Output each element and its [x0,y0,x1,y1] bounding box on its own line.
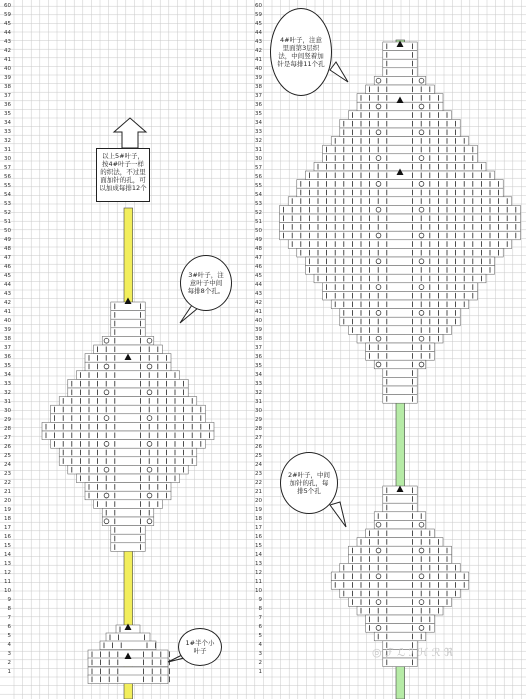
row-label: 37 [4,93,11,99]
row-label: 30 [255,156,262,162]
leaf-row [383,369,417,378]
row-label: 40 [4,66,11,72]
row-label: 10 [255,588,262,594]
row-label: 39 [4,75,11,81]
leaf-row [42,431,214,440]
row-label: 43 [4,291,11,297]
row-label: 57 [4,165,11,171]
leaf-row [280,223,521,232]
row-label: 30 [255,408,262,414]
leaf-row [323,283,478,292]
leaf-row [88,667,168,676]
row-label: 33 [4,129,11,135]
up-arrow-icon [114,118,146,148]
row-label: 42 [255,300,262,306]
row-label: 44 [255,282,262,288]
leaf-2 [331,486,469,667]
yarn-over-hole [147,467,152,472]
leaf-row [366,343,435,352]
row-label: 39 [255,75,262,81]
yarn-over-hole [419,156,424,161]
row-label: 29 [4,417,11,423]
row-label: 45 [255,21,262,27]
row-label: 23 [255,471,262,477]
leaf-row [59,457,197,466]
yarn-over-hole [419,600,424,605]
row-label: 12 [4,570,11,576]
row-label: 13 [4,561,11,567]
leaf-row [51,440,206,449]
leaf-row [111,526,145,535]
yarn-over-hole [376,259,381,264]
row-label: 31 [255,147,262,153]
leaf-row [51,405,206,414]
yarn-over-hole [104,338,109,343]
row-label: 1 [7,669,11,675]
leaf-row [59,448,197,457]
leaf-row [348,326,451,335]
leaf-row [305,266,494,275]
yarn-over-hole [376,104,381,109]
row-label: 34 [4,120,11,126]
note-leaf4: 4#叶子，注意里面第3层织法，中间竖着加针是每排11个孔 [270,8,332,96]
row-label: 60 [255,3,262,9]
row-label: 34 [255,372,262,378]
yarn-over-hole [147,493,152,498]
leaf-row [100,641,156,650]
row-label: 57 [255,165,262,171]
row-label: 27 [255,435,262,441]
row-label: 39 [255,327,262,333]
row-label: 24 [4,462,11,468]
leaf-row [111,311,145,320]
leaf-row [51,414,206,423]
row-label: 28 [4,426,11,432]
row-label: 6 [7,624,11,630]
yarn-over-hole [376,574,381,579]
leaf-row [111,328,145,337]
yarn-over-hole [376,336,381,341]
leaf-row [323,154,478,163]
yarn-over-hole [376,233,381,238]
row-label: 34 [255,120,262,126]
leaf-row [280,205,521,214]
yarn-over-hole [419,574,424,579]
row-label: 42 [255,48,262,54]
row-label: 11 [255,579,262,585]
leaf-row [76,474,179,483]
yarn-over-hole [419,626,424,631]
leaf-row [76,371,179,380]
leaf-row [366,615,435,624]
row-label: 32 [255,390,262,396]
leaf-row [68,379,188,388]
yarn-over-hole [419,311,424,316]
yarn-over-hole [419,207,424,212]
row-label: 12 [255,570,262,576]
yarn-over-hole [376,130,381,135]
row-label: 9 [7,597,11,603]
row-label: 43 [255,39,262,45]
row-label: 16 [255,534,262,540]
leaf-row [340,589,460,598]
row-label: 14 [4,552,11,558]
row-label: 4 [7,642,11,648]
row-label: 50 [4,228,11,234]
leaf-row [383,395,417,404]
row-label: 50 [255,228,262,234]
leaf-row [59,397,197,406]
row-label: 36 [4,354,11,360]
row-label: 45 [255,273,262,279]
yarn-over-hole [419,182,424,187]
row-label: 26 [255,444,262,450]
row-label: 18 [255,516,262,522]
row-label: 36 [255,102,262,108]
row-label: 51 [4,219,11,225]
yarn-over-hole [104,416,109,421]
row-label: 34 [4,372,11,378]
yarn-over-hole [419,78,424,83]
leaf-row [340,119,460,128]
row-label: 35 [255,363,262,369]
leaf-row [348,111,451,120]
row-label: 7 [258,615,262,621]
leaf-row [348,555,451,564]
row-label: 16 [4,534,11,540]
leaf-row [68,465,188,474]
leaf-row [374,632,426,641]
leaf-row [280,231,521,240]
row-label: 9 [258,597,262,603]
row-label: 36 [255,354,262,360]
leaf-row [340,309,460,318]
yarn-over-hole [104,364,109,369]
leaf-row [383,377,417,386]
row-label: 37 [255,93,262,99]
yarn-over-hole [147,416,152,421]
leaf-row [366,85,435,94]
yarn-over-hole [376,626,381,631]
leaf-row [280,214,521,223]
row-label: 33 [4,381,11,387]
row-label: 42 [4,48,11,54]
row-label: 46 [255,264,262,270]
yarn-over-hole [376,311,381,316]
yarn-over-hole [419,362,424,367]
row-label: 32 [4,390,11,396]
leaf-row [111,534,145,543]
yarn-over-hole [104,493,109,498]
yarn-over-hole [376,78,381,83]
row-label: 22 [4,480,11,486]
note-top-box: 以上5#叶子，按4#叶子一样的织法，不过里面加针的孔，可以加成每排12个 [96,148,150,202]
row-label: 45 [4,21,11,27]
row-label: 14 [255,552,262,558]
watermark: ◎ ℱ ℒ ℐ ℋ ℛ ℜ [372,646,453,659]
leaf-row [366,529,435,538]
row-label: 44 [4,282,11,288]
row-label: 22 [255,480,262,486]
yarn-over-hole [104,442,109,447]
row-label: 36 [4,102,11,108]
leaf-row [383,68,417,77]
row-label: 23 [4,471,11,477]
row-label: 29 [255,417,262,423]
row-label: 3 [258,651,262,657]
leaf-row [94,345,163,354]
leaf-row [88,658,168,667]
row-label: 33 [255,381,262,387]
row-label: 40 [255,318,262,324]
yarn-over-hole [104,519,109,524]
row-label: 10 [4,588,11,594]
leaf-row [383,51,417,60]
leaf-row [374,520,426,529]
leaf-row [305,257,494,266]
leaf-row [366,352,435,361]
row-label: 1 [258,669,262,675]
leaf-4 [280,42,521,403]
row-label: 46 [4,264,11,270]
note-leaf3: 3#叶子，注意叶子中间每排8个孔。 [180,255,232,311]
row-label: 35 [4,111,11,117]
row-label: 8 [258,606,262,612]
row-label: 44 [4,30,11,36]
row-label: 26 [4,444,11,450]
row-label: 39 [4,327,11,333]
leaf-row [288,240,512,249]
leaf-row [102,517,154,526]
row-label: 49 [255,237,262,243]
row-label: 30 [4,156,11,162]
leaf-row [94,500,163,509]
yarn-over-hole [419,259,424,264]
row-label: 19 [255,507,262,513]
leaf-row [102,508,154,517]
row-label: 38 [4,336,11,342]
yarn-over-hole [147,390,152,395]
yarn-over-hole [419,233,424,238]
leaf-row [331,581,469,590]
row-label: 59 [4,12,11,18]
row-label: 17 [4,525,11,531]
leaf-row [340,128,460,137]
yarn-over-hole [419,522,424,527]
leaf-row [42,422,214,431]
yarn-over-hole [376,207,381,212]
row-label: 56 [255,174,262,180]
row-label: 28 [255,426,262,432]
note-leaf1: 1#半个小叶子 [178,628,222,666]
stitch-marks [42,41,520,684]
row-label: 20 [255,498,262,504]
row-label: 59 [255,12,262,18]
row-label: 43 [255,291,262,297]
note-leaf2: 2#叶子，中间加针的孔，每排5个孔 [280,452,338,514]
leaf-row [297,248,503,257]
leaf-row [297,188,503,197]
row-label: 48 [255,246,262,252]
yarn-over-hole [376,182,381,187]
row-label: 53 [255,201,262,207]
leaf-row [383,386,417,395]
row-label: 41 [255,309,262,315]
row-label: 33 [255,129,262,135]
leaf-row [331,137,469,146]
leaf-row [111,543,145,552]
row-label: 5 [258,633,262,639]
leaf-row [297,180,503,189]
row-label: 37 [255,345,262,351]
leaf-row [340,317,460,326]
yarn-over-hole [147,338,152,343]
row-label: 47 [255,255,262,261]
leaf-row [68,388,188,397]
row-label: 47 [4,255,11,261]
row-label: 54 [4,192,11,198]
row-label: 2 [7,660,11,666]
row-label: 7 [7,615,11,621]
leaf-row [383,503,417,512]
leaf-row [340,563,460,572]
yarn-over-hole [376,362,381,367]
row-label: 25 [255,453,262,459]
row-label: 54 [255,192,262,198]
row-label: 32 [4,138,11,144]
row-label: 3 [7,651,11,657]
row-label: 5 [7,633,11,639]
row-label: 19 [4,507,11,513]
bubble-tail-leaf4 [330,62,348,82]
row-label: 56 [4,174,11,180]
yarn-over-hole [419,285,424,290]
row-label: 21 [4,489,11,495]
leaf-row [331,300,469,309]
leaf-row [348,546,451,555]
yarn-over-hole [104,390,109,395]
row-label: 15 [255,543,262,549]
yarn-over-hole [147,442,152,447]
leaf-row [323,291,478,300]
row-label: 31 [4,147,11,153]
row-label: 25 [4,453,11,459]
row-label: 60 [4,3,11,9]
row-label: 52 [255,210,262,216]
yarn-over-hole [147,519,152,524]
row-label: 35 [255,111,262,117]
leaf-row [383,59,417,68]
row-label: 51 [255,219,262,225]
row-label: 2 [258,660,262,666]
row-label: 4 [258,642,262,648]
leaf-3 [42,302,214,551]
row-label: 41 [4,57,11,63]
row-label: 11 [4,579,11,585]
row-label: 52 [4,210,11,216]
leaf-row [374,512,426,521]
leaf-row [374,76,426,85]
yarn-over-hole [419,104,424,109]
row-label: 13 [255,561,262,567]
leaf-row [323,145,478,154]
row-label: 18 [4,516,11,522]
leaf-row [106,633,150,642]
row-label: 37 [4,345,11,351]
leaf-row [88,675,168,684]
row-label: 55 [4,183,11,189]
row-label: 6 [258,624,262,630]
yarn-over-hole [376,600,381,605]
row-label: 48 [4,246,11,252]
row-label: 53 [4,201,11,207]
row-label: 31 [4,399,11,405]
row-label: 41 [4,309,11,315]
row-label: 40 [255,66,262,72]
row-label: 17 [255,525,262,531]
row-label: 40 [4,318,11,324]
yarn-over-hole [104,467,109,472]
row-label: 20 [4,498,11,504]
row-label: 21 [255,489,262,495]
leaf-row [288,197,512,206]
yarn-over-hole [376,548,381,553]
leaf-row [102,336,154,345]
row-label: 45 [4,273,11,279]
leaf-row [111,319,145,328]
yarn-over-hole [147,364,152,369]
row-label: 24 [255,462,262,468]
row-label: 8 [7,606,11,612]
yarn-over-hole [419,548,424,553]
leaf-row [331,572,469,581]
row-label: 32 [255,138,262,144]
row-label: 30 [4,408,11,414]
row-label: 55 [255,183,262,189]
row-label: 15 [4,543,11,549]
row-label: 27 [4,435,11,441]
yarn-over-hole [419,336,424,341]
yarn-over-hole [419,130,424,135]
yarn-over-hole [376,285,381,290]
row-label: 42 [4,300,11,306]
row-label: 38 [255,84,262,90]
row-label: 49 [4,237,11,243]
leaf-row [314,274,486,283]
row-label: 41 [255,57,262,63]
row-label: 43 [4,39,11,45]
row-label: 38 [255,336,262,342]
leaf-row [374,360,426,369]
leaf-row [383,658,417,667]
row-label: 44 [255,30,262,36]
yarn-over-hole [376,522,381,527]
yarn-over-hole [376,156,381,161]
row-label: 38 [4,84,11,90]
leaf-row [383,495,417,504]
row-label: 35 [4,363,11,369]
leaf-row [348,598,451,607]
row-label: 31 [255,399,262,405]
